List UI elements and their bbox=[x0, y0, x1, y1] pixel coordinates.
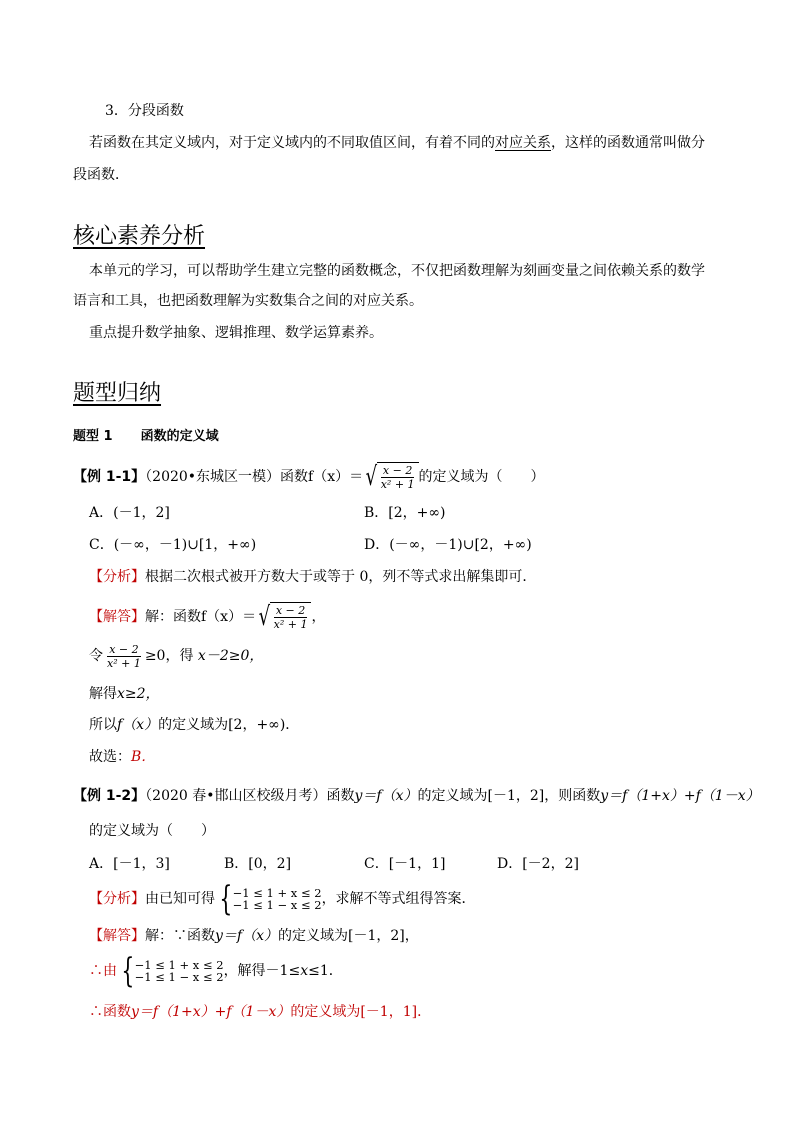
core-paragraph-line1: 本单元的学习，可以帮助学生建立完整的函数概念，不仅把函数理解为刻画变量之间依赖关系的数学 bbox=[89, 263, 705, 279]
text: 故选： bbox=[89, 749, 131, 765]
underlined-term: 对应关系 bbox=[495, 135, 551, 151]
inequality-system: { −1 ≤ 1 + x ≤ 2 −1 ≤ 1 − x ≤ 2 bbox=[121, 951, 224, 991]
choice-a: A．[－1，3] bbox=[89, 856, 170, 872]
analysis-tag: 【分析】 bbox=[89, 891, 145, 907]
answer-tag: 【解答】 bbox=[89, 609, 145, 625]
text: ，这样的函数通常叫做分 bbox=[551, 135, 705, 151]
fraction-denominator: x² + 1 bbox=[380, 478, 415, 491]
example-1-2-question-line1 bbox=[73, 786, 760, 806]
system-row-1: −1 ≤ 1 + x ≤ 2 bbox=[232, 886, 322, 900]
example-1-2-analysis bbox=[89, 880, 476, 918]
choice-b: B．[0，2] bbox=[224, 856, 292, 872]
section-3-title: 3．分段函数 bbox=[105, 103, 184, 119]
choice-d: D．[－2，2] bbox=[497, 856, 579, 872]
text: 解得 bbox=[89, 686, 117, 702]
type-title: 函数的定义域 bbox=[140, 429, 219, 444]
type-number: 题型 1 bbox=[73, 429, 113, 444]
text: ≤1． bbox=[308, 963, 343, 979]
answer-text: 解：函数f（x）＝ bbox=[145, 609, 257, 625]
section-3-paragraph-line2: 段函数． bbox=[73, 167, 129, 183]
core-paragraph-line3: 重点提升数学抽象、逻辑推理、数学运算素养。 bbox=[89, 325, 383, 341]
example-tag: 【例 1-2】 bbox=[73, 788, 146, 804]
choice-b: B．[2，+∞) bbox=[364, 505, 446, 521]
analysis-text: 根据二次根式被开方数大于或等于 0，列不等式求出解集即可． bbox=[145, 569, 537, 585]
heading-question-types: 题型归纳 bbox=[73, 381, 162, 406]
inequality-system: { −1 ≤ 1 + x ≤ 2 −1 ≤ 1 − x ≤ 2 bbox=[219, 879, 322, 919]
fraction bbox=[105, 643, 143, 670]
solution: x≥2， bbox=[117, 686, 160, 702]
type1-label bbox=[73, 427, 219, 447]
heading-core-literacy: 核心素养分析 bbox=[73, 224, 206, 249]
example-1-1-answer-line4 bbox=[89, 715, 299, 735]
answer-tag: 【解答】 bbox=[89, 928, 145, 944]
example-1-1-answer-line3 bbox=[89, 684, 160, 704]
system-row-2: −1 ≤ 1 − x ≤ 2 bbox=[232, 898, 322, 912]
example-1-1-answer-line1 bbox=[89, 596, 325, 638]
question-text: （2020•东城区一模）函数f（x）＝ bbox=[145, 469, 364, 485]
choice-d: D．(－∞，－1)∪[2，+∞) bbox=[364, 537, 532, 553]
core-paragraph-line2: 语言和工具，也把函数理解为实数集合之间的对应关系。 bbox=[73, 293, 423, 309]
fraction-numerator: x − 2 bbox=[382, 464, 413, 477]
question-text: 的定义域为[－1，2]，则函数 bbox=[417, 788, 601, 804]
analysis-text: 由已知可得 bbox=[145, 891, 215, 907]
fraction-numerator: x − 2 bbox=[109, 642, 139, 656]
answer-text: 的定义域为[－1，2]， bbox=[278, 928, 419, 944]
function: y＝f（1+x）+f（1－x） bbox=[131, 1004, 291, 1020]
choice-c: C．[－1，1] bbox=[364, 856, 446, 872]
example-1-1-analysis bbox=[89, 567, 536, 587]
analysis-text: ，求解不等式组得答案． bbox=[321, 891, 476, 907]
text: ∴函数 bbox=[89, 1004, 131, 1020]
example-1-2-question-line2: 的定义域为（ ） bbox=[89, 823, 215, 839]
answer-text: 解：∵函数 bbox=[145, 928, 215, 944]
text: ≥0，得 bbox=[144, 648, 194, 664]
function-name: f（x） bbox=[117, 717, 159, 733]
question-tail: 的定义域为（ ） bbox=[418, 469, 545, 485]
text: 若函数在其定义域内，对于定义域内的不同取值区间，有着不同的 bbox=[89, 135, 495, 151]
text: ∴由 bbox=[89, 963, 117, 979]
text: 的定义域为[2，+∞)． bbox=[158, 717, 300, 733]
comma: ， bbox=[311, 609, 326, 625]
system-row-1: −1 ≤ 1 + x ≤ 2 bbox=[134, 958, 224, 972]
text: 的定义域为[－1，1]． bbox=[290, 1004, 432, 1020]
example-1-1-answer-line5 bbox=[89, 747, 155, 767]
fraction-denominator: x² + 1 bbox=[107, 656, 141, 670]
text: ，解得－1≤ bbox=[223, 963, 301, 979]
analysis-tag: 【分析】 bbox=[89, 569, 145, 585]
function: y＝f（x） bbox=[354, 788, 418, 804]
function: y＝f（1+x）+f（1－x） bbox=[600, 788, 760, 804]
sqrt-expression: √ $\frac{x - 2}{\text{x² + 1}}$ bbox=[363, 462, 418, 492]
example-1-1-answer-line2 bbox=[89, 638, 263, 674]
sqrt-expression: √ $\frac{x - 2}{\text{x² + 1}}$ bbox=[256, 602, 311, 632]
text: 所以 bbox=[89, 717, 117, 733]
example-1-2-answer-line1 bbox=[89, 926, 419, 946]
inequality: x－2≥0， bbox=[197, 648, 264, 664]
section-3-paragraph-line1 bbox=[89, 133, 705, 153]
example-1-2-answer-line3 bbox=[89, 1002, 431, 1022]
system-row-2: −1 ≤ 1 − x ≤ 2 bbox=[134, 970, 224, 984]
example-1-2-answer-line2 bbox=[89, 952, 343, 990]
example-tag: 【例 1-1】 bbox=[73, 469, 146, 485]
function: y＝f（x） bbox=[215, 928, 278, 944]
fraction-numerator: x − 2 bbox=[275, 604, 306, 617]
choice-a: A．(－1，2] bbox=[89, 505, 170, 521]
text: 令 bbox=[89, 648, 103, 664]
fraction-denominator: x² + 1 bbox=[273, 618, 308, 631]
question-text: （2020 春•邯山区校级月考）函数 bbox=[145, 788, 355, 804]
choice-c: C．(－∞，－1)∪[1，+∞) bbox=[89, 537, 257, 553]
selected-choice: B． bbox=[131, 749, 156, 765]
example-1-1-question bbox=[73, 456, 545, 498]
variable: x bbox=[300, 963, 309, 979]
